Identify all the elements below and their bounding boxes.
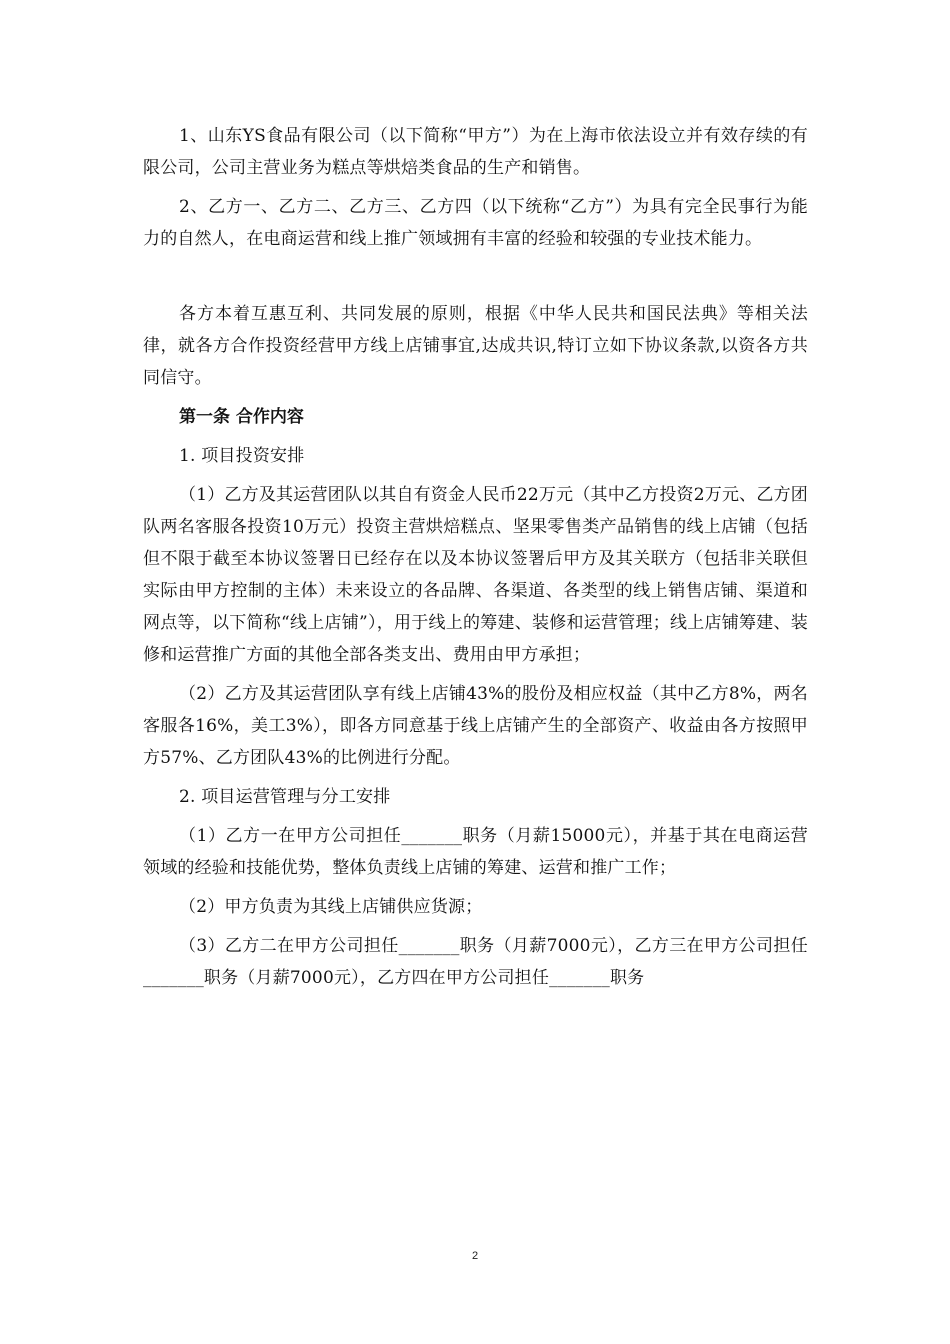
paragraph-management-3: （3）乙方二在甲方公司担任_______职务（月薪7000元），乙方三在甲方公司担任_______职务（月薪7000元），乙方四在甲方公司担任_______职务 <box>143 936 808 988</box>
subheading-investment: 1. 项目投资安排 <box>179 446 305 466</box>
page-number: 2 <box>471 1250 479 1262</box>
paragraph-party-b: 2、乙方一、乙方二、乙方三、乙方四（以下统称“乙方”）为具有完全民事行为能力的自然人，在电商运营和线上推广领域拥有丰富的经验和较强的专业技术能力。 <box>143 197 808 249</box>
paragraph-investment-1: （1）乙方及其运营团队以其自有资金人民币22万元（其中乙方投资2万元、乙方团队两名客服各投资10万元）投资主营烘焙糕点、坚果零售类产品销售的线上店铺（包括但不限于截至本协议签署日已经存在以及本协议签署后甲方及其关联方（包括非关联但实际由甲方控制的主体）未来设立的各品牌、各渠道、各类型的线上销售店铺、渠道和网点等，以下简称“线上店铺”），用于线上的筹建、装修和运营管理；线上店铺筹建、装修和运营推广方面的其他全部各类支出、费用由甲方承担； <box>143 485 808 665</box>
subheading-management: 2. 项目运营管理与分工安排 <box>179 787 391 807</box>
paragraph-preamble: 各方本着互惠互利、共同发展的原则，根据《中华人民共和国民法典》等相关法律，就各方合作投资经营甲方线上店铺事宜,达成共识,特订立如下协议条款,以资各方共同信守。 <box>143 304 808 388</box>
paragraph-party-a: 1、山东YS食品有限公司（以下简称“甲方”）为在上海市依法设立并有效存续的有限公司，公司主营业务为糕点等烘焙类食品的生产和销售。 <box>143 126 808 178</box>
section-heading-cooperation: 第一条 合作内容 <box>179 407 304 427</box>
paragraph-management-2: （2）甲方负责为其线上店铺供应货源； <box>179 897 483 917</box>
paragraph-investment-2: （2）乙方及其运营团队享有线上店铺43%的股份及相应权益（其中乙方8%，两名客服各16%，美工3%），即各方同意基于线上店铺产生的全部资产、收益由各方按照甲方57%、乙方团队43%的比例进行分配。 <box>143 684 808 768</box>
document-body <box>143 120 808 994</box>
paragraph-management-1: （1）乙方一在甲方公司担任_______职务（月薪15000元），并基于其在电商运营领域的经验和技能优势，整体负责线上店铺的筹建、运营和推广工作； <box>143 826 808 878</box>
